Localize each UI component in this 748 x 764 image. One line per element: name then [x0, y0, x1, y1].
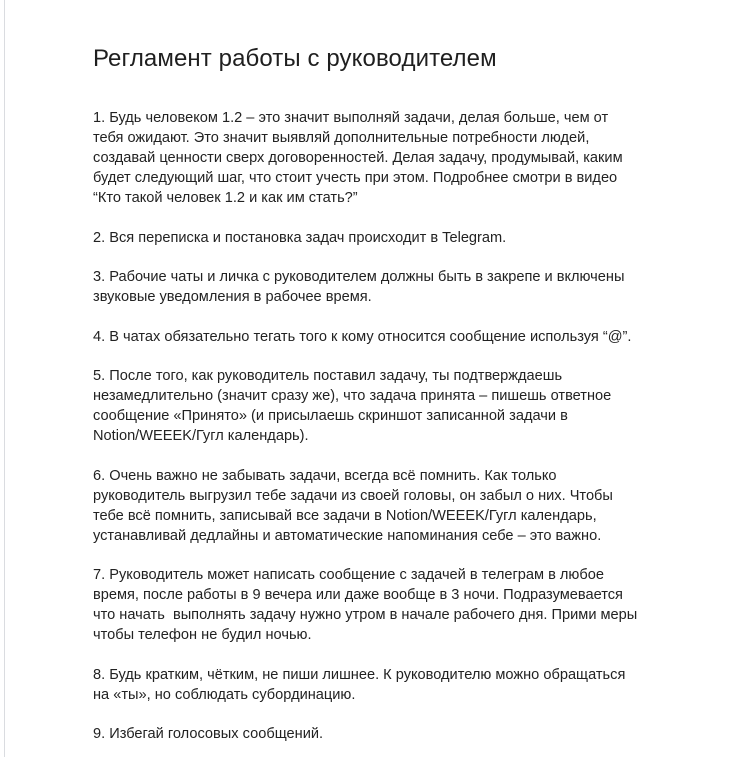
document-page: [93, 43, 663, 764]
rule-item-6: 6. Очень важно не забывать задачи, всегда всё помнить. Как только руководитель выгрузил тебе задачи из своей головы, он забыл о них. Чтобы тебе всё помнить, записывай все задачи в Notion/WEEEK/Гугл календарь, устанавливай дедлайны и автоматические напоминания себе – это важно.: [93, 467, 613, 544]
rule-item-8: 8. Будь кратким, чётким, не пиши лишнее. К руководителю можно обращаться на «ты», но соблюдать субординацию.: [93, 666, 626, 703]
rule-item-1: 1. Будь человеком 1.2 – это значит выполняй задачи, делая больше, чем от тебя ожидают. Это значит выявляй дополнительные потребности людей, создавай ценности сверх договоренностей. Делая задачу, продумывай, каким будет следующий шаг, что стоит учесть при этом. Подробнее смотри в видео “Кто такой человек 1.2 и как им стать?”: [93, 110, 623, 206]
rule-item-9: 9. Избегай голосовых сообщений.: [93, 726, 324, 742]
rule-item-5: 5. После того, как руководитель поставил задачу, ты подтверждаешь незамедлительно (значит сразу же), что задача принята – пишешь ответное сообщение «Принято» (и присылаешь скриншот записанной задачи в Notion/WEEEK/Гугл календарь).: [93, 368, 612, 444]
rule-item-2: 2. Вся переписка и постановка задач происходит в Telegram.: [93, 229, 507, 246]
document-title: Регламент работы с руководителем: [93, 45, 497, 72]
rule-item-4: 4. В чатах обязательно тегать того к кому относится сообщение используя “@”.: [93, 328, 632, 345]
page-left-border: [4, 0, 5, 757]
rule-item-7: 7. Руководитель может написать сообщение с задачей в телеграм в любое время, после работы в 9 вечера или даже вообще в 3 ночи. Подразумевается что начать выполнять задачу нужно утром в начале рабочего дня. Прими меры чтобы телефон не будил ночью.: [93, 567, 638, 643]
rule-item-3: 3. Рабочие чаты и личка с руководителем должны быть в закрепе и включены звуковые уведомления в рабочее время.: [93, 269, 625, 305]
